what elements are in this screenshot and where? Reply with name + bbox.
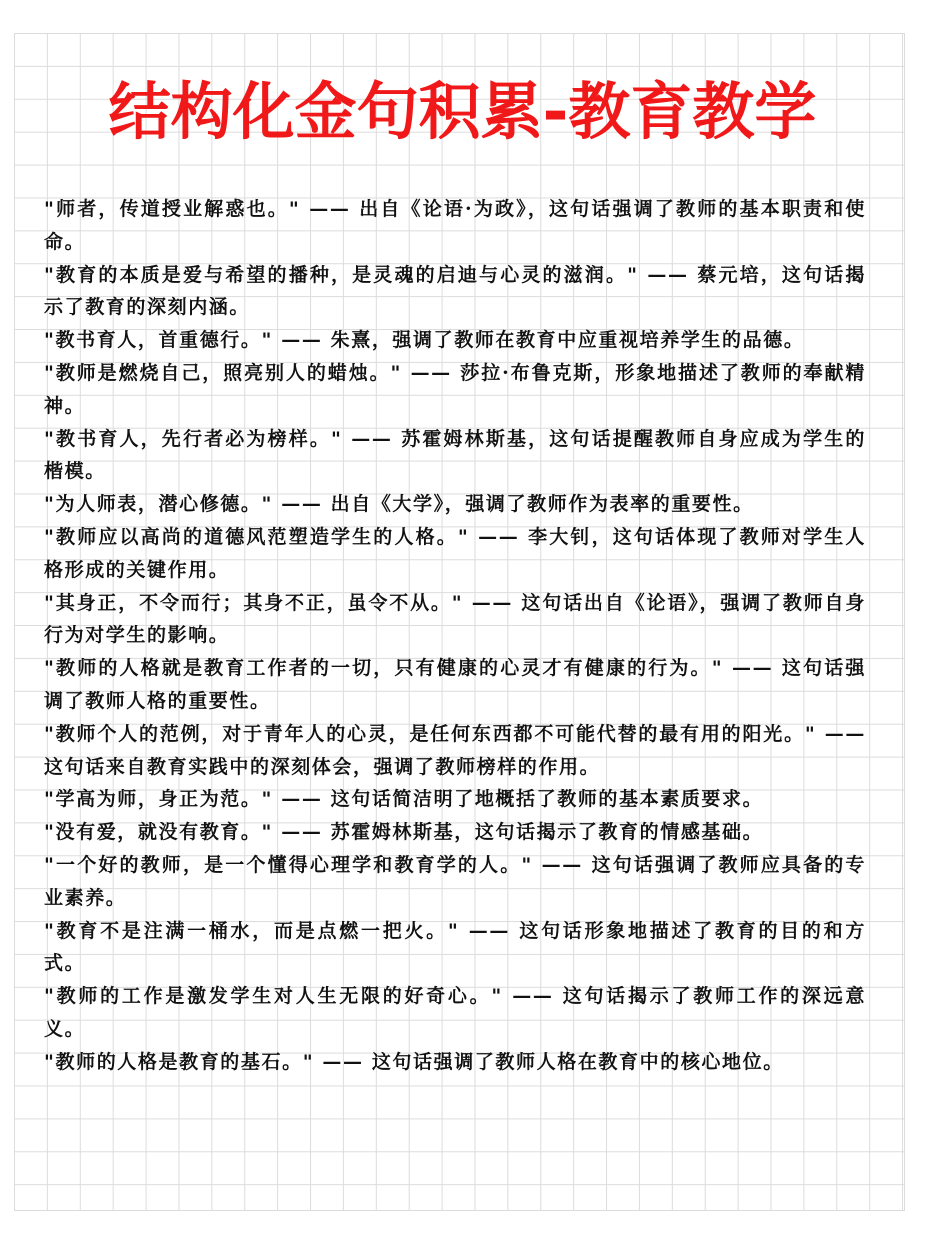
quote-item: "教师的人格是教育的基石。" —— 这句话强调了教师人格在教育中的核心地位。 [44,1050,784,1073]
quote-item: "其身正，不令而行；其身不正，虽令不从。" —— 这句话出自《论语》，强调了教师自身行为对学生的影响。 [44,591,866,647]
quote-item: "教书育人，先行者必为榜样。" —— 苏霍姆林斯基，这句话提醒教师自身应成为学生的楷模。 [44,427,866,483]
quote-item: "师者，传道授业解惑也。" —— 出自《论语·为政》，这句话强调了教师的基本职责和使命。 [44,198,866,253]
page-title: 结构化金句积累-教育教学 [108,75,817,148]
quote-item: "教师的工作是激发学生对人生无限的好奇心。" —— 这句话揭示了教师工作的深远意义。 [44,985,866,1040]
quote-item: "教育不是注满一桶水，而是点燃一把火。" —— 这句话形象地描述了教育的目的和方式。 [44,919,866,975]
quote-item: "学高为师，身正为范。" —— 这句话简洁明了地概括了教师的基本素质要求。 [44,788,764,811]
quote-list [44,193,866,1079]
quote-item: "教师是燃烧自己，照亮别人的蜡烛。" —— 莎拉·布鲁克斯，形象地描述了教师的奉献精神。 [44,361,866,417]
quote-item: "教育的本质是爱与希望的播种，是灵魂的启迪与心灵的滋润。" —— 蔡元培，这句话揭示了教育的深刻内涵。 [44,263,866,319]
quote-item: "一个好的教师，是一个懂得心理学和教育学的人。" —— 这句话强调了教师应具备的专业素养。 [44,853,866,909]
quote-item: "教书育人，首重德行。" —— 朱熹，强调了教师在教育中应重视培养学生的品德。 [44,329,805,352]
quote-item: "教师个人的范例，对于青年人的心灵，是任何东西都不可能代替的最有用的阳光。" —— 这句话来自教育实践中的深刻体会，强调了教师榜样的作用。 [44,722,866,778]
quote-item: "教师的人格就是教育工作者的一切，只有健康的心灵才有健康的行为。" —— 这句话强调了教师人格的重要性。 [44,657,866,712]
quote-item: "教师应以高尚的道德风范塑造学生的人格。" —— 李大钊，这句话体现了教师对学生人格形成的关键作用。 [44,525,866,581]
quote-item: "为人师表，潜心修德。" —— 出自《大学》，强调了教师作为表率的重要性。 [44,493,754,516]
quote-item: "没有爱，就没有教育。" —— 苏霍姆林斯基，这句话揭示了教育的情感基础。 [44,821,764,844]
